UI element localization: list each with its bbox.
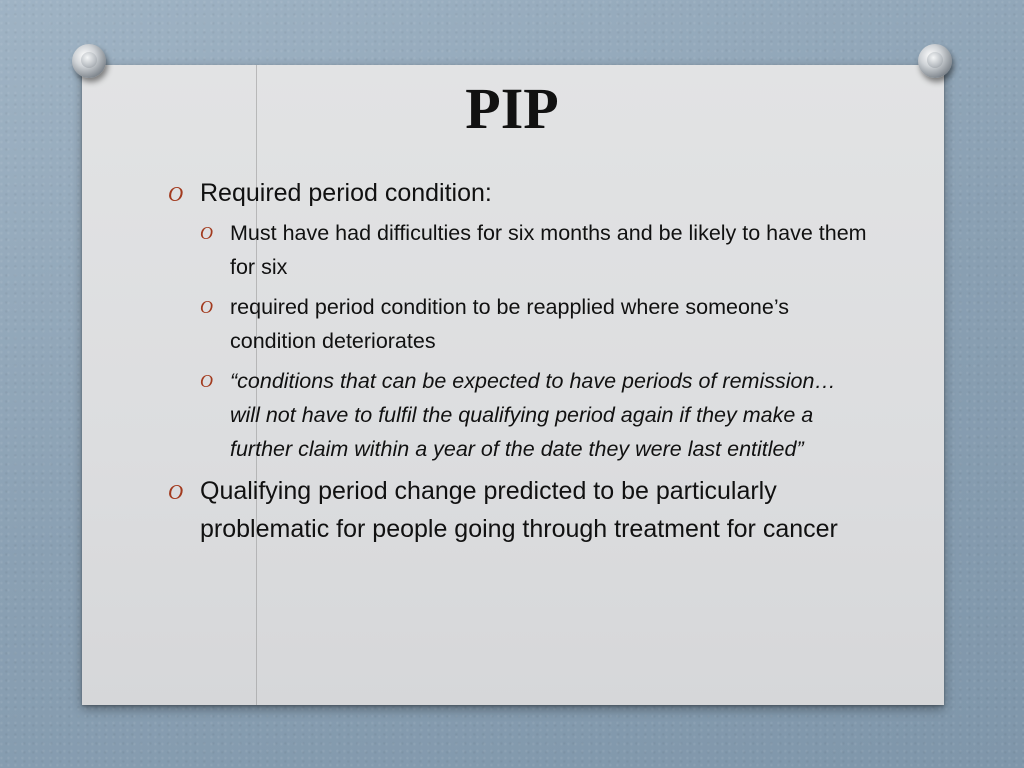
sub-bullet-item xyxy=(200,290,868,358)
slide-title: PIP xyxy=(465,76,559,141)
sub-bullet-item xyxy=(200,364,868,466)
slide-content xyxy=(168,174,868,552)
bullet-o-icon: O xyxy=(168,480,184,504)
bullet-o-icon: O xyxy=(168,182,184,206)
bullet-o-icon: O xyxy=(200,371,213,391)
pushpin-icon xyxy=(72,44,106,78)
sub-bullet-text: Must have had difficulties for six months and be likely to have them for six xyxy=(230,221,867,279)
sub-bullet-item xyxy=(200,216,868,284)
bullet-text: Qualifying period change predicted to be particularly problematic for people going through treatment for cancer xyxy=(200,477,838,543)
sub-bullet-text: required period condition to be reapplied where someone’s condition deteriorates xyxy=(230,295,789,353)
bullet-item xyxy=(168,174,868,212)
bullet-item xyxy=(168,472,868,548)
pushpin-icon xyxy=(918,44,952,78)
bullet-text: Required period condition: xyxy=(200,179,492,207)
bullet-o-icon: O xyxy=(200,297,213,317)
bullet-o-icon: O xyxy=(200,223,213,243)
quote-text: “conditions that can be expected to have periods of remission… will not have to fulfil the qualifying period again if they make a further claim within a year of the date they were last entitled” xyxy=(230,369,836,461)
sub-bullet-list xyxy=(168,216,868,466)
